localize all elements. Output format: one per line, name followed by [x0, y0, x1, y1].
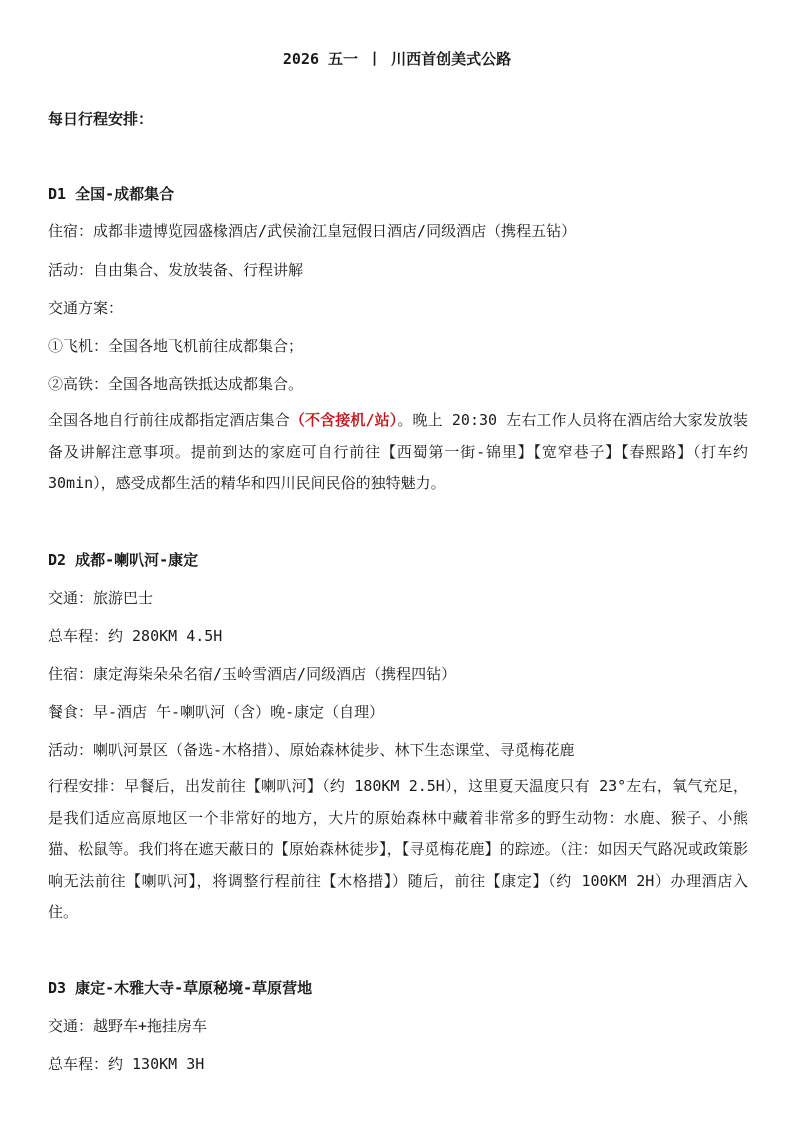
no-pickup-notice: （不含接机/站）: [289, 411, 398, 429]
day1-lodging: 住宿：成都非遗博览园盛椽酒店/武侯渝江皇冠假日酒店/同级酒店（携程五钻）: [48, 222, 577, 240]
day2-transport: 交通：旅游巴士: [48, 589, 154, 607]
day1-description: [48, 405, 748, 500]
day1-desc-part2: 。晚上 20:30 左右工作人员将在酒店给大家发放装备及讲解注意事项。提前到达的家庭可自行前往【西蜀第一街-锦里】【宽窄巷子】【春熙路】（打车约 30min），感受成都生活的精华和四川民间民俗的独特魅力。: [48, 411, 748, 492]
day1-heading: D1 全国-成都集合: [48, 185, 175, 203]
day1-desc-part1: 全国各地自行前往成都指定酒店集合: [48, 411, 290, 429]
day2-heading: D2 成都-喇叭河-康定: [48, 551, 199, 569]
day2-itinerary: 行程安排：早餐后，出发前往【喇叭河】（约 180KM 2.5H），这里夏天温度只有 23°左右，氧气充足，是我们适应高原地区一个非常好的地方，大片的原始森林中藏着非常多的野生动物：水鹿、猴子、小熊猫、松鼠等。我们将在遮天蔽日的【原始森林徒步】，【寻觅梅花鹿】的踪迹。（注：如因天气路况或政策影响无法前往【喇叭河】，将调整行程前往【木格措】）随后，前往【康定】（约 100KM 2H）办理酒店入住。: [48, 777, 748, 921]
day1-transport-label: 交通方案：: [48, 299, 124, 317]
day2-lodging: 住宿：康定海柒朵朵名宿/玉岭雪酒店/同级酒店（携程四钻）: [48, 665, 457, 683]
day2-meals: 餐食：早-酒店 午-喇叭河（含）晚-康定（自理）: [48, 703, 385, 721]
day3-heading: D3 康定-木雅大寺-草原秘境-草原营地: [48, 979, 313, 997]
day1-option-train: ②高铁：全国各地高铁抵达成都集合。: [48, 375, 304, 393]
day1-activity: 活动：自由集合、发放装备、行程讲解: [48, 261, 304, 279]
document-title: 2026 五一 丨 川西首创美式公路: [282, 50, 512, 68]
day2-distance: 总车程：约 280KM 4.5H: [48, 627, 223, 645]
schedule-intro: 每日行程安排：: [48, 110, 154, 128]
day3-transport: 交通：越野车+拖挂房车: [48, 1017, 208, 1035]
day2-activity: 活动：喇叭河景区（备选-木格措）、原始森林徒步、林下生态课堂、寻觅梅花鹿: [48, 741, 575, 759]
day3-distance: 总车程：约 130KM 3H: [48, 1055, 205, 1073]
day1-option-flight: ①飞机：全国各地飞机前往成都集合；: [48, 337, 304, 355]
